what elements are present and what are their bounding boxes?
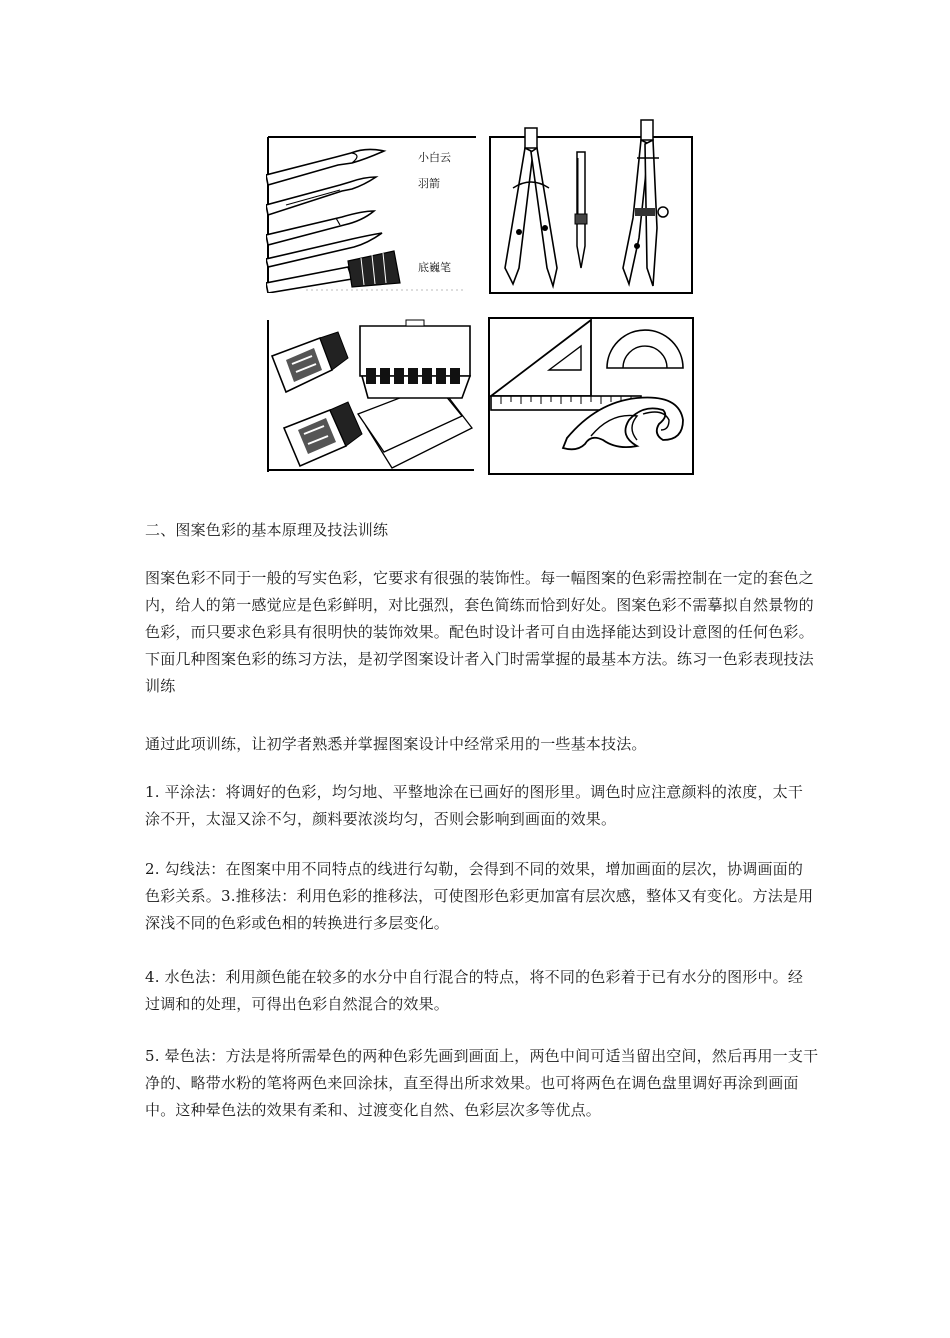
- paints-figure: [266, 318, 476, 474]
- paragraph-training: 通过此项训练，让初学者熟悉并掌握图案设计中经常采用的一些基本技法。: [145, 735, 647, 753]
- paragraph-blending: 5. 晕色法：方法是将所需晕色的两种色彩先画到画面上，两色中间可适当留出空间，然后再用一支干净的、略带水粉的笔将两色来回涂抹，直至得出所求效果。也可将两色在调色盘里调好再涂到画面中。这种晕色法的效果有柔和、过渡变化自然、色彩层次多等优点。: [145, 1047, 819, 1119]
- paragraph-watercolor: 4. 水色法：利用颜色能在较多的水分中自行混合的特点，将不同的色彩着于已有水分的图形中。经过调和的处理，可得出色彩自然混合的效果。: [145, 968, 804, 1013]
- paragraph-flat-block: [145, 779, 817, 833]
- paragraph-intro: 图案色彩不同于一般的写实色彩，它要求有很强的装饰性。每一幅图案的色彩需控制在一定的套色之内，给人的第一感觉应是色彩鲜明，对比强烈，套色简练而恰到好处。图案色彩不需摹拟自然景物的色彩，而只要求色彩具有很明快的装饰效果。配色时设计者可自由选择能达到设计意图的任何色彩。下面几种图案色彩的练习方法，是初学图案设计者入门时需掌握的最基本方法。练习一色彩表现技法训练: [145, 569, 814, 695]
- rulers-illustration: [487, 316, 695, 476]
- compasses-figure: [487, 118, 695, 296]
- paints-illustration: [266, 318, 476, 474]
- paragraph-outline-gradation: 2. 勾线法：在图案中用不同特点的线进行勾勒，会得到不同的效果，增加画面的层次，协调画面的色彩关系。3.推移法：利用色彩的推移法，可使图形色彩更加富有层次感，整体又有变化。方法是用深浅不同的色彩或色相的转换进行多层变化。: [145, 860, 814, 932]
- brush-label-1: 小白云: [418, 151, 451, 164]
- brush-label-3: 底巍笔: [418, 261, 451, 274]
- compasses-illustration: [487, 118, 695, 296]
- paragraph-outline-block: [145, 856, 817, 937]
- paragraph-training-block: [145, 731, 817, 758]
- brush-label-2: 羽箭: [418, 177, 440, 190]
- section-heading: 二、图案色彩的基本原理及技法训练: [145, 521, 389, 539]
- paragraph-intro-block: [145, 565, 817, 700]
- paragraph-blending-block: [145, 1043, 821, 1124]
- paragraph-flat-painting: 1. 平涂法：将调好的色彩，均匀地、平整地涂在已画好的图形里。调色时应注意颜料的浓度，太干涂不开，太湿又涂不匀，颜料要浓淡均匀，否则会影响到画面的效果。: [145, 783, 804, 828]
- brushes-figure: [266, 133, 478, 293]
- paragraph-watercolor-block: [145, 964, 817, 1018]
- rulers-figure: [487, 316, 695, 476]
- section-heading-block: [145, 517, 817, 544]
